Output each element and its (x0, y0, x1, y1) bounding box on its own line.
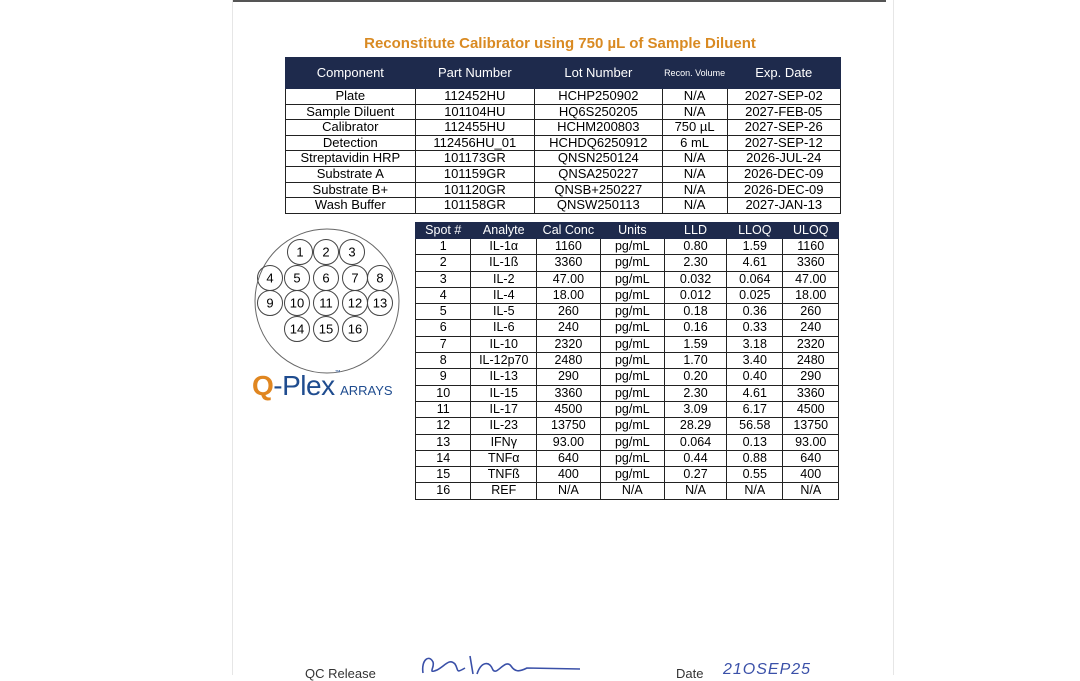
spot-label: 10 (289, 295, 305, 311)
table-cell: N/A (537, 483, 601, 499)
table-cell: 4.61 (727, 255, 783, 271)
table-cell: Streptavidin HRP (286, 151, 416, 167)
table-cell: pg/mL (600, 467, 664, 483)
table-cell: 2027-FEB-05 (727, 104, 840, 120)
table-cell: 1.59 (727, 239, 783, 255)
table-cell: 0.36 (727, 304, 783, 320)
table-cell: 6.17 (727, 401, 783, 417)
table-cell: N/A (664, 483, 726, 499)
spot-label: 14 (289, 321, 305, 337)
table-cell: QNSN250124 (534, 151, 662, 167)
table-cell: pg/mL (600, 320, 664, 336)
table-cell: pg/mL (600, 418, 664, 434)
table-cell: IL-15 (471, 385, 537, 401)
table-cell: pg/mL (600, 401, 664, 417)
table-row (416, 385, 839, 401)
table-cell: 0.025 (727, 287, 783, 303)
table-cell: TNFα (471, 450, 537, 466)
table-cell: 0.064 (664, 434, 726, 450)
spot-label: 3 (348, 244, 356, 260)
table-cell: N/A (600, 483, 664, 499)
table-cell: pg/mL (600, 369, 664, 385)
table-cell: 112455HU (415, 120, 534, 136)
table-row (416, 287, 839, 303)
spot-label: 13 (372, 295, 388, 311)
table-row (416, 239, 839, 255)
table-cell: 101159GR (415, 166, 534, 182)
table-cell: 0.27 (664, 467, 726, 483)
table-cell: IL-2 (471, 271, 537, 287)
table-cell: 0.33 (727, 320, 783, 336)
table-cell: 0.18 (664, 304, 726, 320)
table-cell: 13750 (537, 418, 601, 434)
table-row (286, 182, 841, 198)
table-row (286, 151, 841, 167)
table-cell: Substrate B+ (286, 182, 416, 198)
spot-label: 7 (351, 270, 359, 286)
table-cell: 0.80 (664, 239, 726, 255)
table-cell: IL-5 (471, 304, 537, 320)
table-cell: Substrate A (286, 166, 416, 182)
table-cell: IFNγ (471, 434, 537, 450)
table-cell: 1160 (537, 239, 601, 255)
table-cell: N/A (662, 198, 727, 214)
table-cell: pg/mL (600, 450, 664, 466)
table-cell: 9 (416, 369, 471, 385)
table-cell: N/A (662, 151, 727, 167)
column-header: Units (600, 223, 664, 239)
column-header: LLD (664, 223, 726, 239)
page-edge-left (232, 0, 233, 675)
table-row (286, 166, 841, 182)
table-cell: 47.00 (783, 271, 839, 287)
table-cell: 750 µL (662, 120, 727, 136)
components-body (286, 89, 841, 214)
table-cell: 0.16 (664, 320, 726, 336)
table-cell: 1.70 (664, 353, 726, 369)
table-row (286, 104, 841, 120)
table-cell: 6 mL (662, 135, 727, 151)
components-table (285, 57, 841, 214)
table-cell: 11 (416, 401, 471, 417)
qc-release-label: QC Release (305, 666, 376, 681)
column-header: LLOQ (727, 223, 783, 239)
table-row (416, 304, 839, 320)
table-row (416, 483, 839, 499)
table-cell: 260 (783, 304, 839, 320)
table-cell: pg/mL (600, 304, 664, 320)
table-cell: 101104HU (415, 104, 534, 120)
table-row (416, 467, 839, 483)
table-cell: IL-23 (471, 418, 537, 434)
table-cell: IL-12p70 (471, 353, 537, 369)
table-cell: HCHM200803 (534, 120, 662, 136)
table-cell: pg/mL (600, 353, 664, 369)
table-cell: N/A (662, 166, 727, 182)
logo-q: Q (252, 370, 274, 401)
table-cell: pg/mL (600, 385, 664, 401)
table-row (416, 418, 839, 434)
table-cell: 290 (537, 369, 601, 385)
table-row (416, 336, 839, 352)
spot-label: 6 (322, 270, 330, 286)
table-cell: 0.40 (727, 369, 783, 385)
table-cell: 400 (537, 467, 601, 483)
column-header: Recon. Volume (662, 58, 727, 89)
table-cell: 6 (416, 320, 471, 336)
table-cell: 1 (416, 239, 471, 255)
table-cell: 0.064 (727, 271, 783, 287)
table-cell: 2.30 (664, 255, 726, 271)
table-cell: IL-13 (471, 369, 537, 385)
column-header: Component (286, 58, 416, 89)
table-row (416, 353, 839, 369)
table-row (416, 271, 839, 287)
table-cell: 16 (416, 483, 471, 499)
spot-label: 4 (266, 270, 274, 286)
spot-label: 11 (319, 295, 333, 311)
table-cell: IL-1α (471, 239, 537, 255)
table-cell: 5 (416, 304, 471, 320)
table-cell: Sample Diluent (286, 104, 416, 120)
table-cell: 13750 (783, 418, 839, 434)
column-header: Exp. Date (727, 58, 840, 89)
table-cell: 101158GR (415, 198, 534, 214)
table-cell: N/A (727, 483, 783, 499)
table-cell: 260 (537, 304, 601, 320)
table-row (416, 369, 839, 385)
table-cell: 290 (783, 369, 839, 385)
table-cell: 14 (416, 450, 471, 466)
table-cell: pg/mL (600, 287, 664, 303)
spot-label: 2 (322, 244, 330, 260)
table-cell: 18.00 (783, 287, 839, 303)
table-cell: IL-4 (471, 287, 537, 303)
table-cell: Plate (286, 89, 416, 105)
table-cell: 93.00 (783, 434, 839, 450)
spot-label: 15 (318, 321, 334, 337)
table-cell: 0.88 (727, 450, 783, 466)
table-cell: IL-10 (471, 336, 537, 352)
signature-image (415, 648, 585, 678)
table-cell: IL-1ß (471, 255, 537, 271)
table-cell: pg/mL (600, 255, 664, 271)
table-cell: HQ6S250205 (534, 104, 662, 120)
table-row (286, 89, 841, 105)
table-row (416, 401, 839, 417)
logo-plex: -Plex (273, 370, 335, 401)
table-cell: 2027-SEP-12 (727, 135, 840, 151)
table-cell: 3360 (783, 385, 839, 401)
table-row (286, 198, 841, 214)
table-row (416, 450, 839, 466)
page-edge-right (893, 0, 894, 675)
spot-label: 5 (293, 270, 301, 286)
table-cell: 4 (416, 287, 471, 303)
table-cell: QNSW250113 (534, 198, 662, 214)
table-cell: 640 (537, 450, 601, 466)
spot-label: 16 (347, 321, 363, 337)
table-cell: N/A (662, 89, 727, 105)
table-cell: 93.00 (537, 434, 601, 450)
column-header: Analyte (471, 223, 537, 239)
page-title: Reconstitute Calibrator using 750 µL of Sample Diluent (364, 35, 756, 52)
table-cell: 3360 (537, 255, 601, 271)
spot-label: 8 (376, 270, 384, 286)
table-cell: Wash Buffer (286, 198, 416, 214)
table-cell: 12 (416, 418, 471, 434)
table-cell: 112452HU (415, 89, 534, 105)
column-header: Lot Number (534, 58, 662, 89)
analyte-table (415, 222, 839, 500)
table-cell: 0.44 (664, 450, 726, 466)
table-cell: 8 (416, 353, 471, 369)
table-cell: 2026-DEC-09 (727, 182, 840, 198)
table-cell: 3360 (537, 385, 601, 401)
table-cell: 13 (416, 434, 471, 450)
table-cell: 1160 (783, 239, 839, 255)
table-cell: 3.40 (727, 353, 783, 369)
table-cell: 3.18 (727, 336, 783, 352)
table-cell: 10 (416, 385, 471, 401)
table-cell: QNSA250227 (534, 166, 662, 182)
table-cell: N/A (783, 483, 839, 499)
table-cell: 0.13 (727, 434, 783, 450)
table-cell: IL-6 (471, 320, 537, 336)
table-cell: 4500 (537, 401, 601, 417)
table-cell: 4500 (783, 401, 839, 417)
table-row (416, 255, 839, 271)
date-label: Date (676, 666, 704, 681)
table-cell: Detection (286, 135, 416, 151)
table-cell: 28.29 (664, 418, 726, 434)
table-cell: 2320 (537, 336, 601, 352)
table-cell: 0.012 (664, 287, 726, 303)
table-cell: 2 (416, 255, 471, 271)
table-cell: 2026-JUL-24 (727, 151, 840, 167)
analytes-body (416, 239, 839, 500)
table-row (286, 120, 841, 136)
table-header-row (416, 223, 839, 239)
table-cell: pg/mL (600, 336, 664, 352)
table-cell: HCHDQ6250912 (534, 135, 662, 151)
table-cell: 0.032 (664, 271, 726, 287)
table-cell: 640 (783, 450, 839, 466)
table-cell: 18.00 (537, 287, 601, 303)
table-cell: 3 (416, 271, 471, 287)
table-cell: 7 (416, 336, 471, 352)
table-cell: REF (471, 483, 537, 499)
table-cell: IL-17 (471, 401, 537, 417)
table-cell: 2027-SEP-26 (727, 120, 840, 136)
top-rule (233, 0, 886, 2)
table-cell: 47.00 (537, 271, 601, 287)
table-cell: TNFß (471, 467, 537, 483)
table-cell: 2480 (783, 353, 839, 369)
table-cell: pg/mL (600, 239, 664, 255)
table-row (416, 434, 839, 450)
spots-group (258, 240, 393, 342)
table-cell: 101120GR (415, 182, 534, 198)
table-row (286, 135, 841, 151)
table-cell: 2480 (537, 353, 601, 369)
table-cell: N/A (662, 104, 727, 120)
qplex-logo (252, 370, 393, 402)
table-cell: 15 (416, 467, 471, 483)
table-cell: N/A (662, 182, 727, 198)
table-cell: 2027-SEP-02 (727, 89, 840, 105)
spot-label: 1 (296, 244, 304, 260)
logo-tm: ™ (334, 370, 341, 376)
table-cell: 3360 (783, 255, 839, 271)
spot-label: 12 (347, 295, 363, 311)
table-cell: pg/mL (600, 434, 664, 450)
table-cell: 240 (783, 320, 839, 336)
table-header-row (286, 58, 841, 89)
table-cell: 2027-JAN-13 (727, 198, 840, 214)
column-header: ULOQ (783, 223, 839, 239)
table-cell: 0.20 (664, 369, 726, 385)
date-value: 21OSEP25 (723, 661, 812, 678)
table-cell: QNSB+250227 (534, 182, 662, 198)
table-cell: pg/mL (600, 271, 664, 287)
table-cell: 2.30 (664, 385, 726, 401)
table-cell: 101173GR (415, 151, 534, 167)
table-cell: 2320 (783, 336, 839, 352)
table-cell: Calibrator (286, 120, 416, 136)
column-header: Part Number (415, 58, 534, 89)
spot-label: 9 (266, 295, 274, 311)
signature-stroke (423, 656, 580, 674)
table-cell: 4.61 (727, 385, 783, 401)
table-cell: 3.09 (664, 401, 726, 417)
column-header: Spot # (416, 223, 471, 239)
spot-layout-diagram (252, 226, 402, 376)
table-cell: 1.59 (664, 336, 726, 352)
column-header: Cal Conc (537, 223, 601, 239)
table-cell: 400 (783, 467, 839, 483)
table-row (416, 320, 839, 336)
table-cell: 2026-DEC-09 (727, 166, 840, 182)
table-cell: HCHP250902 (534, 89, 662, 105)
table-cell: 56.58 (727, 418, 783, 434)
table-cell: 112456HU_01 (415, 135, 534, 151)
table-cell: 0.55 (727, 467, 783, 483)
logo-arrays: ARRAYS (340, 383, 393, 398)
table-cell: 240 (537, 320, 601, 336)
